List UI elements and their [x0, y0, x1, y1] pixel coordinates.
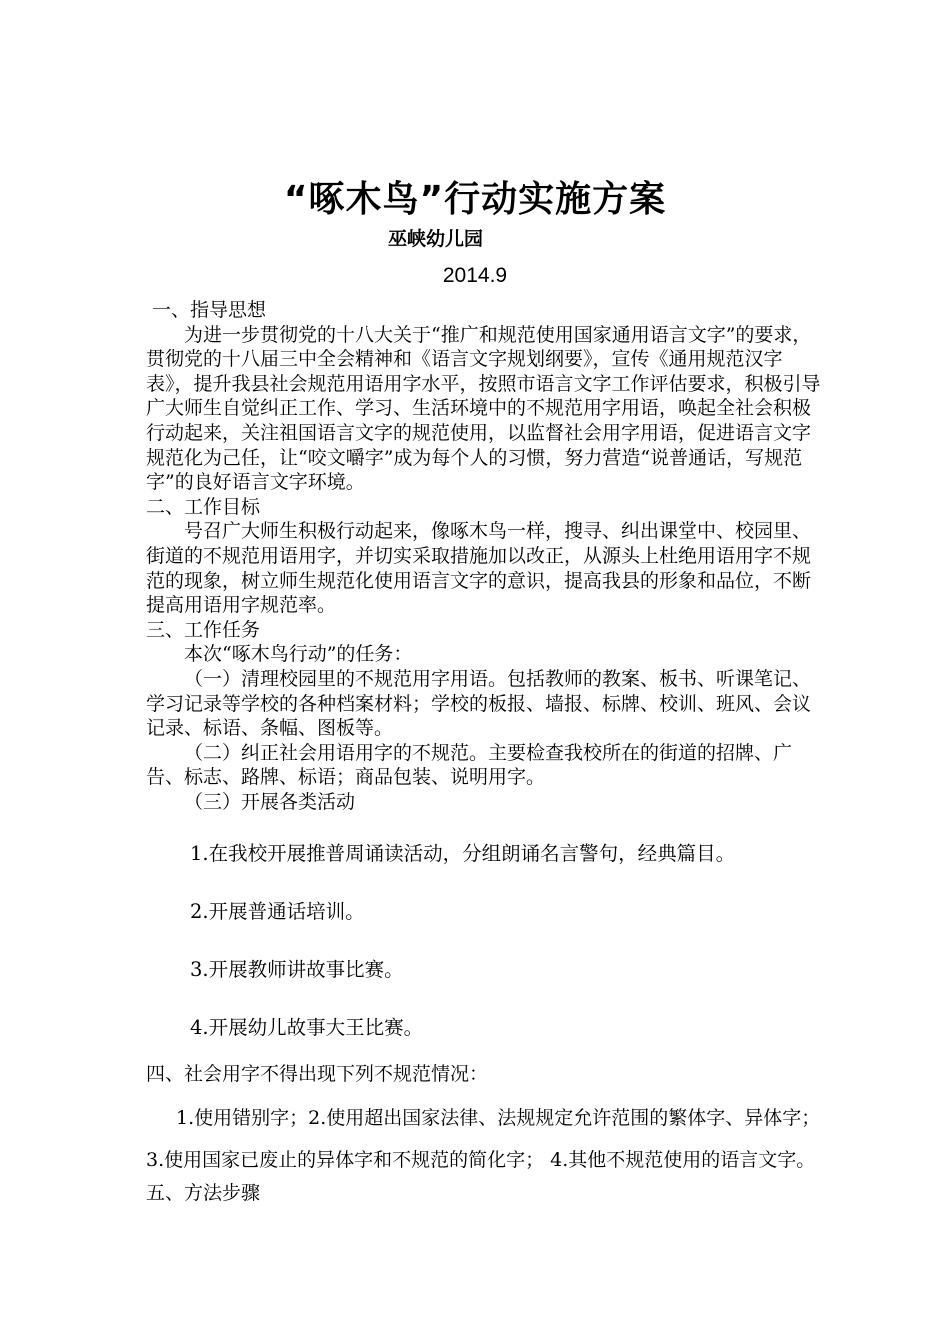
section-heading-1: 一、指导思想	[152, 299, 267, 321]
task-item-2: （二）纠正社会用语用字的不规范。主要检查我校所在的街道的招牌、广告、标志、路牌、标语；商品包装、说明用字。	[146, 741, 793, 789]
section-intro-3: 本次“啄木鸟行动”的任务：	[184, 643, 413, 666]
section-body-4: 1.使用错别字；2.使用超出国家法律、法规规定允许范围的繁体字、异体字；3.使用国家已废止的异体字和不规范的简化字； 4.其他不规范使用的语言文字。	[146, 1107, 821, 1172]
section-body-1: 为进一步贯彻党的十八大关于“推广和规范使用国家通用语言文字”的要求，贯彻党的十八届三中全会精神和《语言文字规划纲要》，宣传《通用规范汉字表》，提升我县社会规范用语用字水平，按照市语言文字工作评估要求，积极引导广大师生自觉纠正工作、学习、生活环境中的不规范用字用语，唤起全社会积极行动起来，关注祖国语言文字的规范使用，以监督社会用字用语，促进语言文字规范化为己任，让“咬文嚼字”成为每个人的习惯，努力营造“说普通话，写规范字”的良好语言文字环境。	[146, 323, 821, 494]
activity-item-4: 4.开展幼儿故事大王比赛。	[190, 1016, 424, 1040]
activity-item-3: 3.开展教师讲故事比赛。	[190, 958, 404, 982]
section-heading-2: 二、工作目标	[146, 495, 261, 518]
section-body-2: 号召广大师生积极行动起来，像啄木鸟一样，搜寻、纠出课堂中、校园里、街道的不规范用语用字，并切实采取措施加以改正，从源头上杜绝用语用字不规范的现象，树立师生规范化使用语言文字的意识，提高我县的形象和品位，不断提高用语用字规范率。	[146, 520, 812, 617]
document-body	[146, 298, 826, 1206]
activity-item-1: 1.在我校开展推普周诵读活动，分组朗诵名言警句，经典篇目。	[190, 842, 736, 866]
document-title: “啄木鸟”行动实施方案	[283, 179, 667, 220]
document-date: 2014.9	[442, 264, 508, 287]
section-heading-3: 三、工作任务	[146, 618, 261, 641]
activity-item-2: 2.开展普通话培训。	[190, 900, 365, 924]
section-heading-5: 五、方法步骤	[146, 1182, 261, 1205]
task-item-1: （一）清理校园里的不规范用字用语。包括教师的教案、板书、听课笔记、学习记录等学校的各种档案材料；学校的板报、墙报、标牌、校训、班风、会议记录、标语、条幅、图板等。	[146, 667, 812, 740]
organization-name: 巫峡幼儿园	[388, 228, 484, 250]
task-item-3: （三）开展各类活动	[184, 790, 356, 813]
section-heading-4: 四、社会用字不得出现下列不规范情况：	[146, 1063, 489, 1086]
